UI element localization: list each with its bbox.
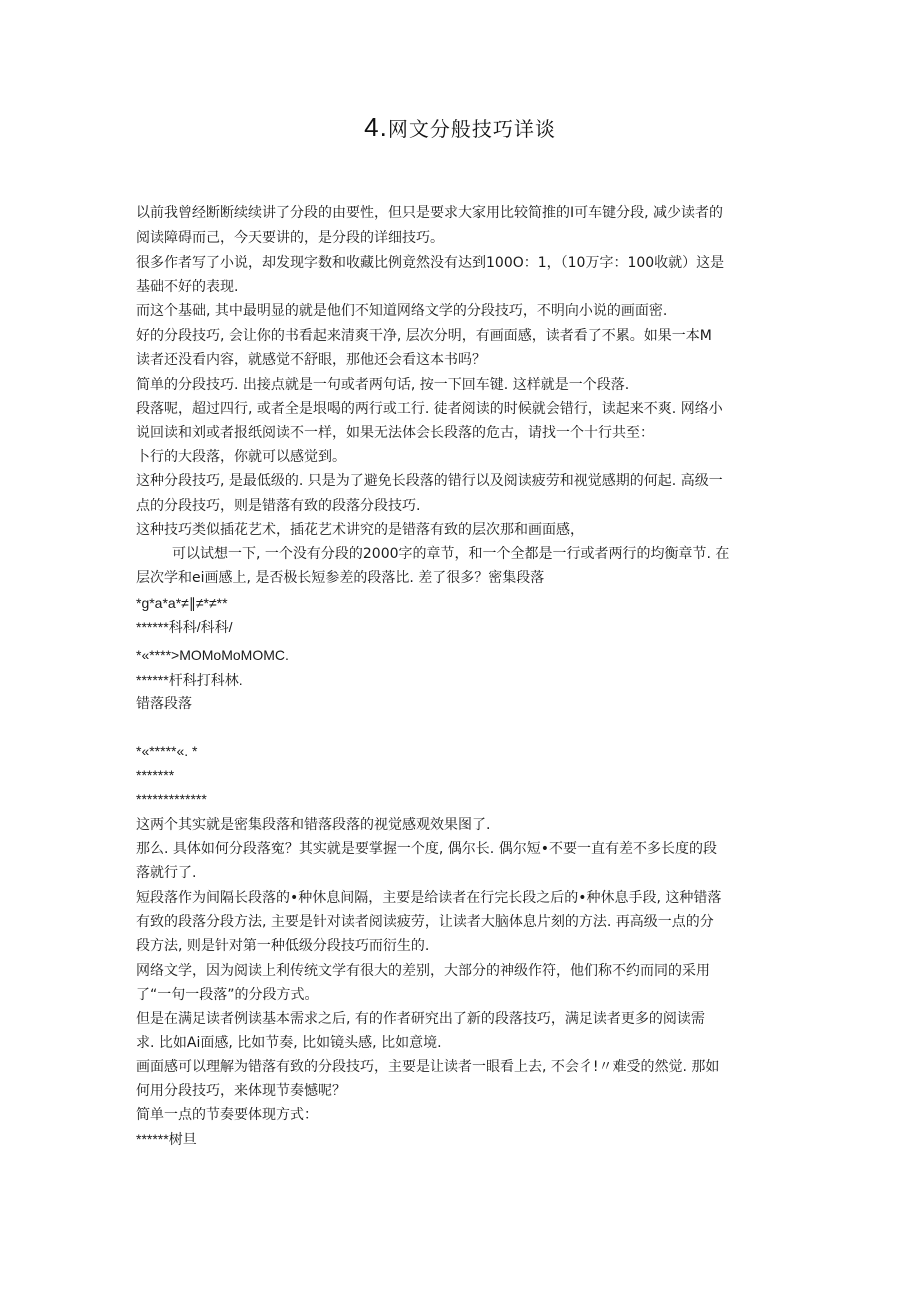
paragraph-line: 这种分段技巧, 是最低级的. 只是为了避免长段落的错行以及阅读疲劳和视觉感期的何起. 高级一 [136,473,723,489]
paragraph-line: 阅读障碍而己，今天要讲的，是分段的详细技巧。 [136,230,444,246]
paragraph-line: 而这个基础, 其中最明显的就是他们不知道网络文学的分段技巧，不明向小说的画面密. [136,303,668,319]
page-title [0,112,920,143]
dense-paragraph-sample: *g*a*a*≠∥≠*≠** [136,595,228,611]
rhythm-sample: ******树旦 [136,1131,197,1147]
paragraph-line: 段落呢，超过四行, 或者全是垠喝的两行或工行. 徒者阅读的时候就会错行，读起来不爽. 网络小 [136,401,723,417]
paragraph-line: 了“一句一段落”的分段方式。 [136,987,319,1003]
staggered-paragraph-sample: ************* [136,791,207,807]
paragraph-line: 求. 比如Ai面感, 比如节奏, 比如镜头感, 比如意境. [136,1035,442,1051]
paragraph-line: 以前我曾经断断续续讲了分段的由要性，但只是要求大家用比较简推的I可车键分段, 减少读者的 [136,205,724,221]
paragraph-line: 简单一点的节奏要体现方式： [136,1107,318,1123]
paragraph-line: 这两个其实就是密集段落和错落段落的视觉感观效果图了. [136,817,491,833]
paragraph-line: 简单的分段技巧. 出接点就是一句或者两句话, 按一下回车键. 这样就是一个段落. [136,377,630,393]
paragraph-line: 说回读和刘或者报纸阅读不一样，如果无法体会长段落的危古，请找一个十行共至： [136,425,654,441]
paragraph-line: 但是在满足读者例读基本需求之后, 有的作者研究出了新的段落技巧，满足读者更多的阅读需 [136,1011,705,1027]
paragraph-line: 读者还没看内容，就感觉不舒眼，那他还会看这本书吗？ [136,352,486,368]
paragraph-line: 点的分段技巧，则是错落有致的段落分段技巧. [136,498,421,514]
dense-paragraph-sample: *«****>MOMoMoMOMC. [136,647,289,663]
dense-paragraph-sample: ******杆科打科林. [136,672,243,688]
paragraph-line: 有致的段落分段方法, 主要是针对读者阅读疲劳，让读者大脑体息片刻的方法. 再高级一点的分 [136,914,714,930]
paragraph-line: 落就行了. [136,865,197,881]
paragraph-line: 好的分段技巧, 会让你的书看起来清爽干净, 层次分明，有画面感，读者看了不累。如果一本M [136,328,712,344]
paragraph-line: 卜行的大段落，你就可以感觉到。 [136,449,346,465]
staggered-paragraph-sample: *«*****«. * [136,743,198,759]
paragraph-line: 这种技巧类似插花艺术，插花艺术讲究的是错落有致的层次那和画面感， [136,522,584,538]
paragraph-line: 段方法, 则是针对第一种低级分段技巧而衍生的. [136,938,430,954]
paragraph-line: 网络文学，因为阅读上利传统文学有很大的差别，大部分的神级作符，他们称不约而同的采用 [136,963,710,979]
paragraph-line: 可以试想一下, 一个没有分段的2000字的章节，和一个全都是一行或者两行的均衡章节. 在 [172,546,730,562]
dense-paragraph-sample: ******科科/科科/ [136,619,233,635]
paragraph-line: 何用分段技巧，来体现节奏憾呢？ [136,1083,346,1099]
paragraph-line: 层次学和ei画感上, 是否极长短参差的段落比. 差了很多？密集段落 [136,570,545,586]
paragraph-line: 基础不好的表现. [136,279,239,295]
paragraph-line: 那么. 具体如何分段落寃？其实就是要掌握一个度, 偶尔长. 偶尔短•不要一直有差不多长度的段 [136,841,717,857]
title-number: 4. [364,112,388,142]
paragraph-line: 短段落作为间隔长段落的•种休息间隔，主要是给读者在行完长段之后的•种休息手段, 这种错落 [136,890,722,906]
staggered-paragraph-sample: ******* [136,767,175,783]
section-label: 错落段落 [136,696,192,712]
title-text: 网文分般技巧详谈 [387,117,556,141]
paragraph-line: 画面感可以理解为错落有致的分段技巧，主要是让读者一眼看上去, 不会彳!〃难受的然觉. 那如 [136,1059,720,1075]
paragraph-line: 很多作者写了小说，却发现字数和收藏比例竟然没有达到100O：1，（10万字：100收就）这是 [136,255,725,271]
